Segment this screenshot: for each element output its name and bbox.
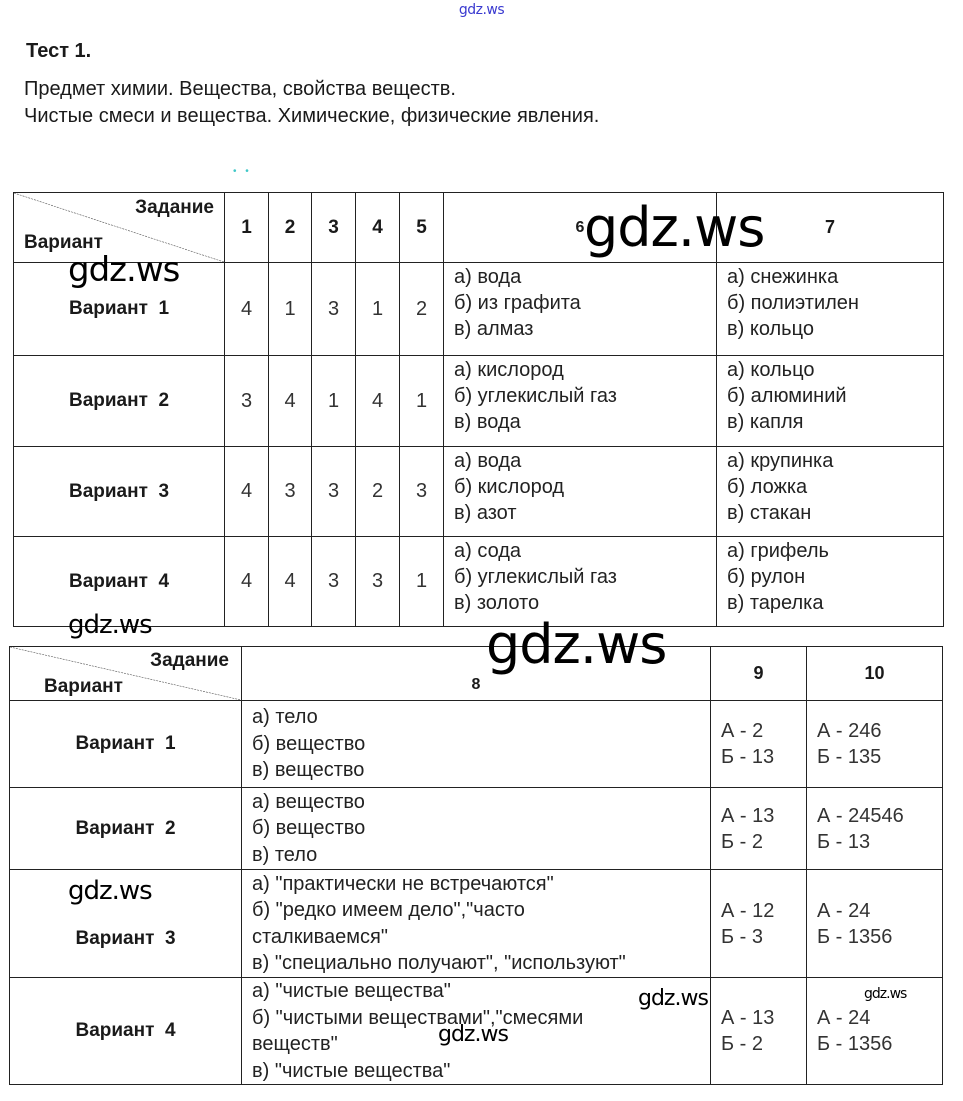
- subtitle-line: Предмет химии. Вещества, свойства веществ.: [24, 78, 456, 100]
- watermark: gdz.ws: [438, 1022, 508, 1047]
- answer-cell: 4: [269, 356, 312, 447]
- column-header: 7: [717, 193, 944, 263]
- answer-line: б) вещество: [252, 732, 366, 755]
- answer-line: а) крупинка: [727, 450, 834, 472]
- answer-line: в) вещество: [252, 759, 365, 782]
- answer-line: а) снежинка: [727, 266, 839, 288]
- answer-cell: 1: [269, 263, 312, 356]
- answer-line: б) алюминий: [727, 385, 847, 407]
- watermark: gdz.ws: [68, 250, 180, 290]
- answer-cell: 4: [225, 447, 269, 537]
- answer-cell: 4: [356, 356, 400, 447]
- answer-line: в) тарелка: [727, 592, 824, 614]
- answer-cell: 1: [400, 537, 444, 627]
- watermark: gdz.ws: [584, 196, 765, 259]
- task6-cell: [444, 263, 717, 356]
- answer-cell: 4: [269, 537, 312, 627]
- task10-cell: [807, 701, 943, 788]
- variant-label: Вариант 1: [10, 701, 242, 788]
- table-row: [10, 788, 943, 870]
- task10-cell: [807, 788, 943, 870]
- answer-cell: 1: [356, 263, 400, 356]
- answer-cell: 1: [400, 356, 444, 447]
- answer-line: а) тело: [252, 706, 318, 729]
- answer-line: а) вещество: [252, 790, 365, 813]
- answer-line: а) вода: [454, 450, 522, 472]
- answers-table-1: [13, 192, 944, 627]
- task9-cell: [711, 870, 807, 978]
- answer-line: б) ложка: [727, 476, 808, 498]
- answer-line: Б - 2: [721, 830, 764, 853]
- answer-cell: 3: [225, 356, 269, 447]
- answer-line: б) кислород: [454, 476, 565, 498]
- decorative-dots: • •: [233, 166, 252, 177]
- variant-label: Вариант 2: [14, 356, 225, 447]
- answer-line: Б - 2: [721, 1033, 764, 1055]
- variant-label: Вариант 3: [10, 870, 242, 978]
- answer-cell: 3: [312, 447, 356, 537]
- answer-line: а) грифель: [727, 540, 829, 562]
- answer-line: в) стакан: [727, 502, 812, 524]
- answer-line: Б - 3: [721, 925, 764, 948]
- table-row: [14, 537, 944, 627]
- answer-line: А - 13: [721, 1007, 775, 1029]
- answer-line: б) углекислый газ: [454, 385, 617, 407]
- answer-cell: 2: [400, 263, 444, 356]
- column-header: 8: [242, 647, 711, 701]
- corner-header-cell: [10, 647, 242, 701]
- watermark-top: gdz.ws: [458, 2, 505, 18]
- answer-line: а) кислород: [454, 359, 564, 381]
- answer-line: в) тело: [252, 843, 318, 866]
- answer-cell: 3: [356, 537, 400, 627]
- answer-line: А - 13: [721, 804, 775, 827]
- answer-line: в) "специально получают", "используют": [252, 952, 626, 974]
- answer-line: сталкиваемся": [252, 925, 388, 948]
- task10-cell: [807, 978, 943, 1085]
- answer-line: Б - 135: [817, 746, 882, 768]
- task8-cell: [242, 701, 711, 788]
- task7-cell: [717, 263, 944, 356]
- answer-line: в) золото: [454, 592, 540, 614]
- column-header: 2: [269, 193, 312, 263]
- answer-line: а) "чистые вещества": [252, 980, 451, 1002]
- corner-header-cell: [14, 193, 225, 263]
- task10-cell: [807, 870, 943, 978]
- answer-line: А - 246: [817, 720, 882, 742]
- task6-cell: [444, 537, 717, 627]
- answer-line: в) "чистые вещества": [252, 1059, 451, 1082]
- answer-line: б) "редко имеем дело","часто: [252, 899, 525, 921]
- watermark: gdz.ws: [68, 610, 152, 640]
- task9-cell: [711, 701, 807, 788]
- corner-variant-label: Вариант: [24, 232, 103, 253]
- answer-line: б) вещество: [252, 817, 366, 840]
- answer-line: в) кольцо: [727, 318, 814, 340]
- answer-line: А - 24: [817, 899, 871, 922]
- answer-line: Б - 13: [721, 746, 775, 768]
- answer-line: А - 12: [721, 899, 775, 922]
- answer-line: б) рулон: [727, 566, 806, 588]
- table-row: [10, 701, 943, 788]
- answer-cell: 3: [400, 447, 444, 537]
- answer-line: а) вода: [454, 266, 522, 288]
- variant-label: Вариант 4: [10, 978, 242, 1085]
- answer-line: в) капля: [727, 411, 804, 433]
- answer-cell: 3: [269, 447, 312, 537]
- task7-cell: [717, 356, 944, 447]
- corner-variant-label: Вариант: [44, 676, 123, 697]
- answer-line: б) углекислый газ: [454, 566, 617, 588]
- column-header: 4: [356, 193, 400, 263]
- answer-cell: 4: [225, 263, 269, 356]
- answer-cell: 3: [312, 537, 356, 627]
- corner-task-label: Задание: [135, 197, 214, 218]
- column-header: 3: [312, 193, 356, 263]
- variant-label: Вариант 3: [14, 447, 225, 537]
- answer-line: б) полиэтилен: [727, 292, 859, 314]
- answer-cell: 3: [312, 263, 356, 356]
- task7-cell: [717, 447, 944, 537]
- answer-line: а) кольцо: [727, 359, 815, 381]
- watermark: gdz.ws: [638, 986, 708, 1011]
- watermark: gdz.ws: [864, 986, 907, 1002]
- answer-line: б) из графита: [454, 292, 581, 314]
- answer-line: веществ": [252, 1033, 338, 1055]
- table-row: [14, 263, 944, 356]
- answer-line: в) вода: [454, 411, 521, 433]
- answers-table-2: [9, 646, 943, 1085]
- answer-line: Б - 1356: [817, 925, 893, 948]
- task9-cell: [711, 978, 807, 1085]
- answer-line: а) "практически не встречаются": [252, 872, 554, 895]
- column-header: 9: [711, 647, 807, 701]
- column-header: 5: [400, 193, 444, 263]
- answer-line: в) азот: [454, 502, 517, 524]
- answer-line: а) сода: [454, 540, 522, 562]
- variant-label: Вариант 1: [14, 263, 225, 356]
- task8-cell: [242, 870, 711, 978]
- task6-cell: [444, 356, 717, 447]
- task8-cell: [242, 788, 711, 870]
- variant-label: Вариант 2: [10, 788, 242, 870]
- table-header-row: [14, 193, 944, 263]
- corner-task-label: Задание: [150, 650, 229, 671]
- answer-cell: 1: [312, 356, 356, 447]
- table-header-row: [10, 647, 943, 701]
- table-row: [14, 447, 944, 537]
- subtitle-line: Чистые смеси и вещества. Химические, физические явления.: [24, 105, 600, 127]
- table-row: [10, 870, 943, 978]
- answer-line: А - 24: [817, 1007, 871, 1029]
- answer-cell: 2: [356, 447, 400, 537]
- task6-cell: [444, 447, 717, 537]
- answer-line: А - 24546: [817, 804, 904, 827]
- answer-line: А - 2: [721, 720, 764, 742]
- page-title: Тест 1.: [26, 40, 92, 62]
- task9-cell: [711, 788, 807, 870]
- watermark: gdz.ws: [68, 876, 152, 906]
- column-header: 6: [444, 193, 717, 263]
- answer-line: в) алмаз: [454, 318, 534, 340]
- table-row: [14, 356, 944, 447]
- answer-line: б) "чистыми веществами","смесями: [252, 1006, 584, 1029]
- table-row: [10, 978, 943, 1085]
- page-subtitle: [24, 76, 599, 130]
- answer-line: Б - 1356: [817, 1033, 893, 1055]
- watermark: gdz.ws: [486, 613, 667, 676]
- column-header: 1: [225, 193, 269, 263]
- task8-cell: [242, 978, 711, 1085]
- column-header: 10: [807, 647, 943, 701]
- task7-cell: [717, 537, 944, 627]
- answer-line: Б - 13: [817, 830, 871, 853]
- variant-label: Вариант 4: [14, 537, 225, 627]
- answer-cell: 4: [225, 537, 269, 627]
